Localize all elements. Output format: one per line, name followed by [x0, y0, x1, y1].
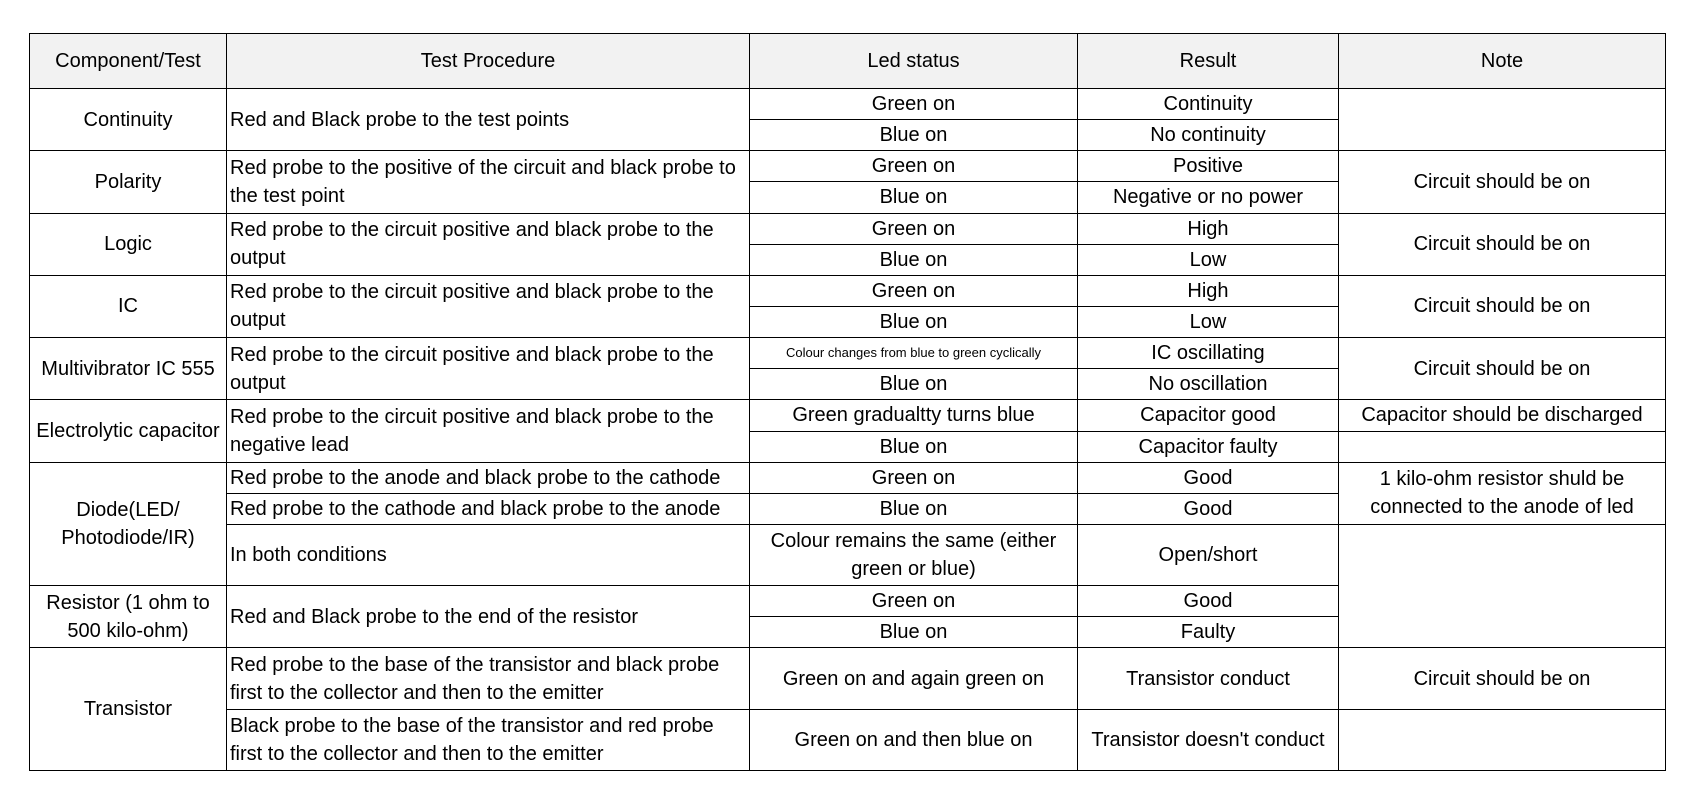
component-cell: Multivibrator IC 555	[30, 338, 227, 400]
result-cell: Positive	[1078, 151, 1339, 182]
component-cell: Polarity	[30, 151, 227, 213]
result-cell: Faulty	[1078, 617, 1339, 648]
component-cell: Electrolytic capacitor	[30, 400, 227, 462]
procedure-cell: Red probe to the cathode and black probe to the anode	[227, 493, 750, 524]
led-status-cell: Green on	[750, 586, 1078, 617]
led-status-cell: Blue on	[750, 244, 1078, 275]
component-cell: Diode(LED/ Photodiode/IR)	[30, 462, 227, 586]
result-cell: Good	[1078, 462, 1339, 493]
led-status-cell: Green on	[750, 462, 1078, 493]
result-cell: Low	[1078, 306, 1339, 337]
note-cell: Capacitor should be discharged	[1339, 400, 1666, 431]
table-row	[30, 648, 1666, 709]
component-cell: Transistor	[30, 648, 227, 771]
led-status-cell: Blue on	[750, 306, 1078, 337]
note-cell	[1339, 431, 1666, 462]
led-status-cell: Blue on	[750, 617, 1078, 648]
led-status-cell: Blue on	[750, 369, 1078, 400]
led-status-cell: Colour remains the same (either green or blue)	[750, 524, 1078, 585]
table-row	[30, 213, 1666, 244]
procedure-cell: Black probe to the base of the transistor and red probe first to the collector and then to the emitter	[227, 709, 750, 770]
result-cell: IC oscillating	[1078, 338, 1339, 369]
result-cell: Good	[1078, 586, 1339, 617]
note-cell: Circuit should be on	[1339, 648, 1666, 709]
table-row	[30, 524, 1666, 585]
led-status-cell: Green gradualtty turns blue	[750, 400, 1078, 431]
header-procedure: Test Procedure	[227, 34, 750, 89]
procedure-cell: In both conditions	[227, 524, 750, 585]
led-status-cell: Blue on	[750, 431, 1078, 462]
procedure-cell: Red probe to the anode and black probe to the cathode	[227, 462, 750, 493]
header-result: Result	[1078, 34, 1339, 89]
procedure-cell: Red and Black probe to the end of the resistor	[227, 586, 750, 648]
table-row	[30, 89, 1666, 120]
led-status-cell: Blue on	[750, 493, 1078, 524]
led-status-cell: Green on	[750, 275, 1078, 306]
table-row	[30, 151, 1666, 182]
table-row	[30, 275, 1666, 306]
led-status-cell: Blue on	[750, 182, 1078, 213]
table-row	[30, 709, 1666, 770]
note-cell: Circuit should be on	[1339, 338, 1666, 400]
component-cell: IC	[30, 275, 227, 337]
led-status-cell: Green on and again green on	[750, 648, 1078, 709]
result-cell: Open/short	[1078, 524, 1339, 585]
result-cell: Low	[1078, 244, 1339, 275]
led-status-cell: Green on	[750, 89, 1078, 120]
note-cell	[1339, 89, 1666, 151]
result-cell: Continuity	[1078, 89, 1339, 120]
result-cell: Transistor conduct	[1078, 648, 1339, 709]
result-cell: High	[1078, 213, 1339, 244]
table-row	[30, 462, 1666, 493]
procedure-cell: Red probe to the circuit positive and black probe to the negative lead	[227, 400, 750, 462]
result-cell: No continuity	[1078, 120, 1339, 151]
result-cell: Transistor doesn't conduct	[1078, 709, 1339, 770]
note-cell: 1 kilo-ohm resistor shuld be connected to the anode of led	[1339, 462, 1666, 524]
procedure-cell: Red probe to the circuit positive and black probe to the output	[227, 275, 750, 337]
result-cell: Negative or no power	[1078, 182, 1339, 213]
note-cell: Circuit should be on	[1339, 275, 1666, 337]
result-cell: High	[1078, 275, 1339, 306]
procedure-cell: Red probe to the positive of the circuit and black probe to the test point	[227, 151, 750, 213]
header-component: Component/Test	[30, 34, 227, 89]
procedure-cell: Red probe to the base of the transistor and black probe first to the collector and then to the emitter	[227, 648, 750, 709]
header-note: Note	[1339, 34, 1666, 89]
result-cell: Capacitor good	[1078, 400, 1339, 431]
header-row	[30, 34, 1666, 89]
led-status-cell: Green on and then blue on	[750, 709, 1078, 770]
component-cell: Logic	[30, 213, 227, 275]
table-row	[30, 400, 1666, 431]
header-led-status: Led status	[750, 34, 1078, 89]
component-cell: Resistor (1 ohm to 500 kilo-ohm)	[30, 586, 227, 648]
note-cell: Circuit should be on	[1339, 213, 1666, 275]
led-status-cell: Blue on	[750, 120, 1078, 151]
table-row	[30, 338, 1666, 369]
led-status-cell: Green on	[750, 151, 1078, 182]
note-cell	[1339, 709, 1666, 770]
procedure-cell: Red and Black probe to the test points	[227, 89, 750, 151]
result-cell: Capacitor faulty	[1078, 431, 1339, 462]
procedure-cell: Red probe to the circuit positive and black probe to the output	[227, 213, 750, 275]
component-cell: Continuity	[30, 89, 227, 151]
result-cell: Good	[1078, 493, 1339, 524]
note-cell: Circuit should be on	[1339, 151, 1666, 213]
note-cell	[1339, 524, 1666, 648]
led-status-cell: Green on	[750, 213, 1078, 244]
result-cell: No oscillation	[1078, 369, 1339, 400]
test-procedure-table	[29, 33, 1666, 771]
procedure-cell: Red probe to the circuit positive and black probe to the output	[227, 338, 750, 400]
led-status-cell: Colour changes from blue to green cyclically	[750, 338, 1078, 369]
